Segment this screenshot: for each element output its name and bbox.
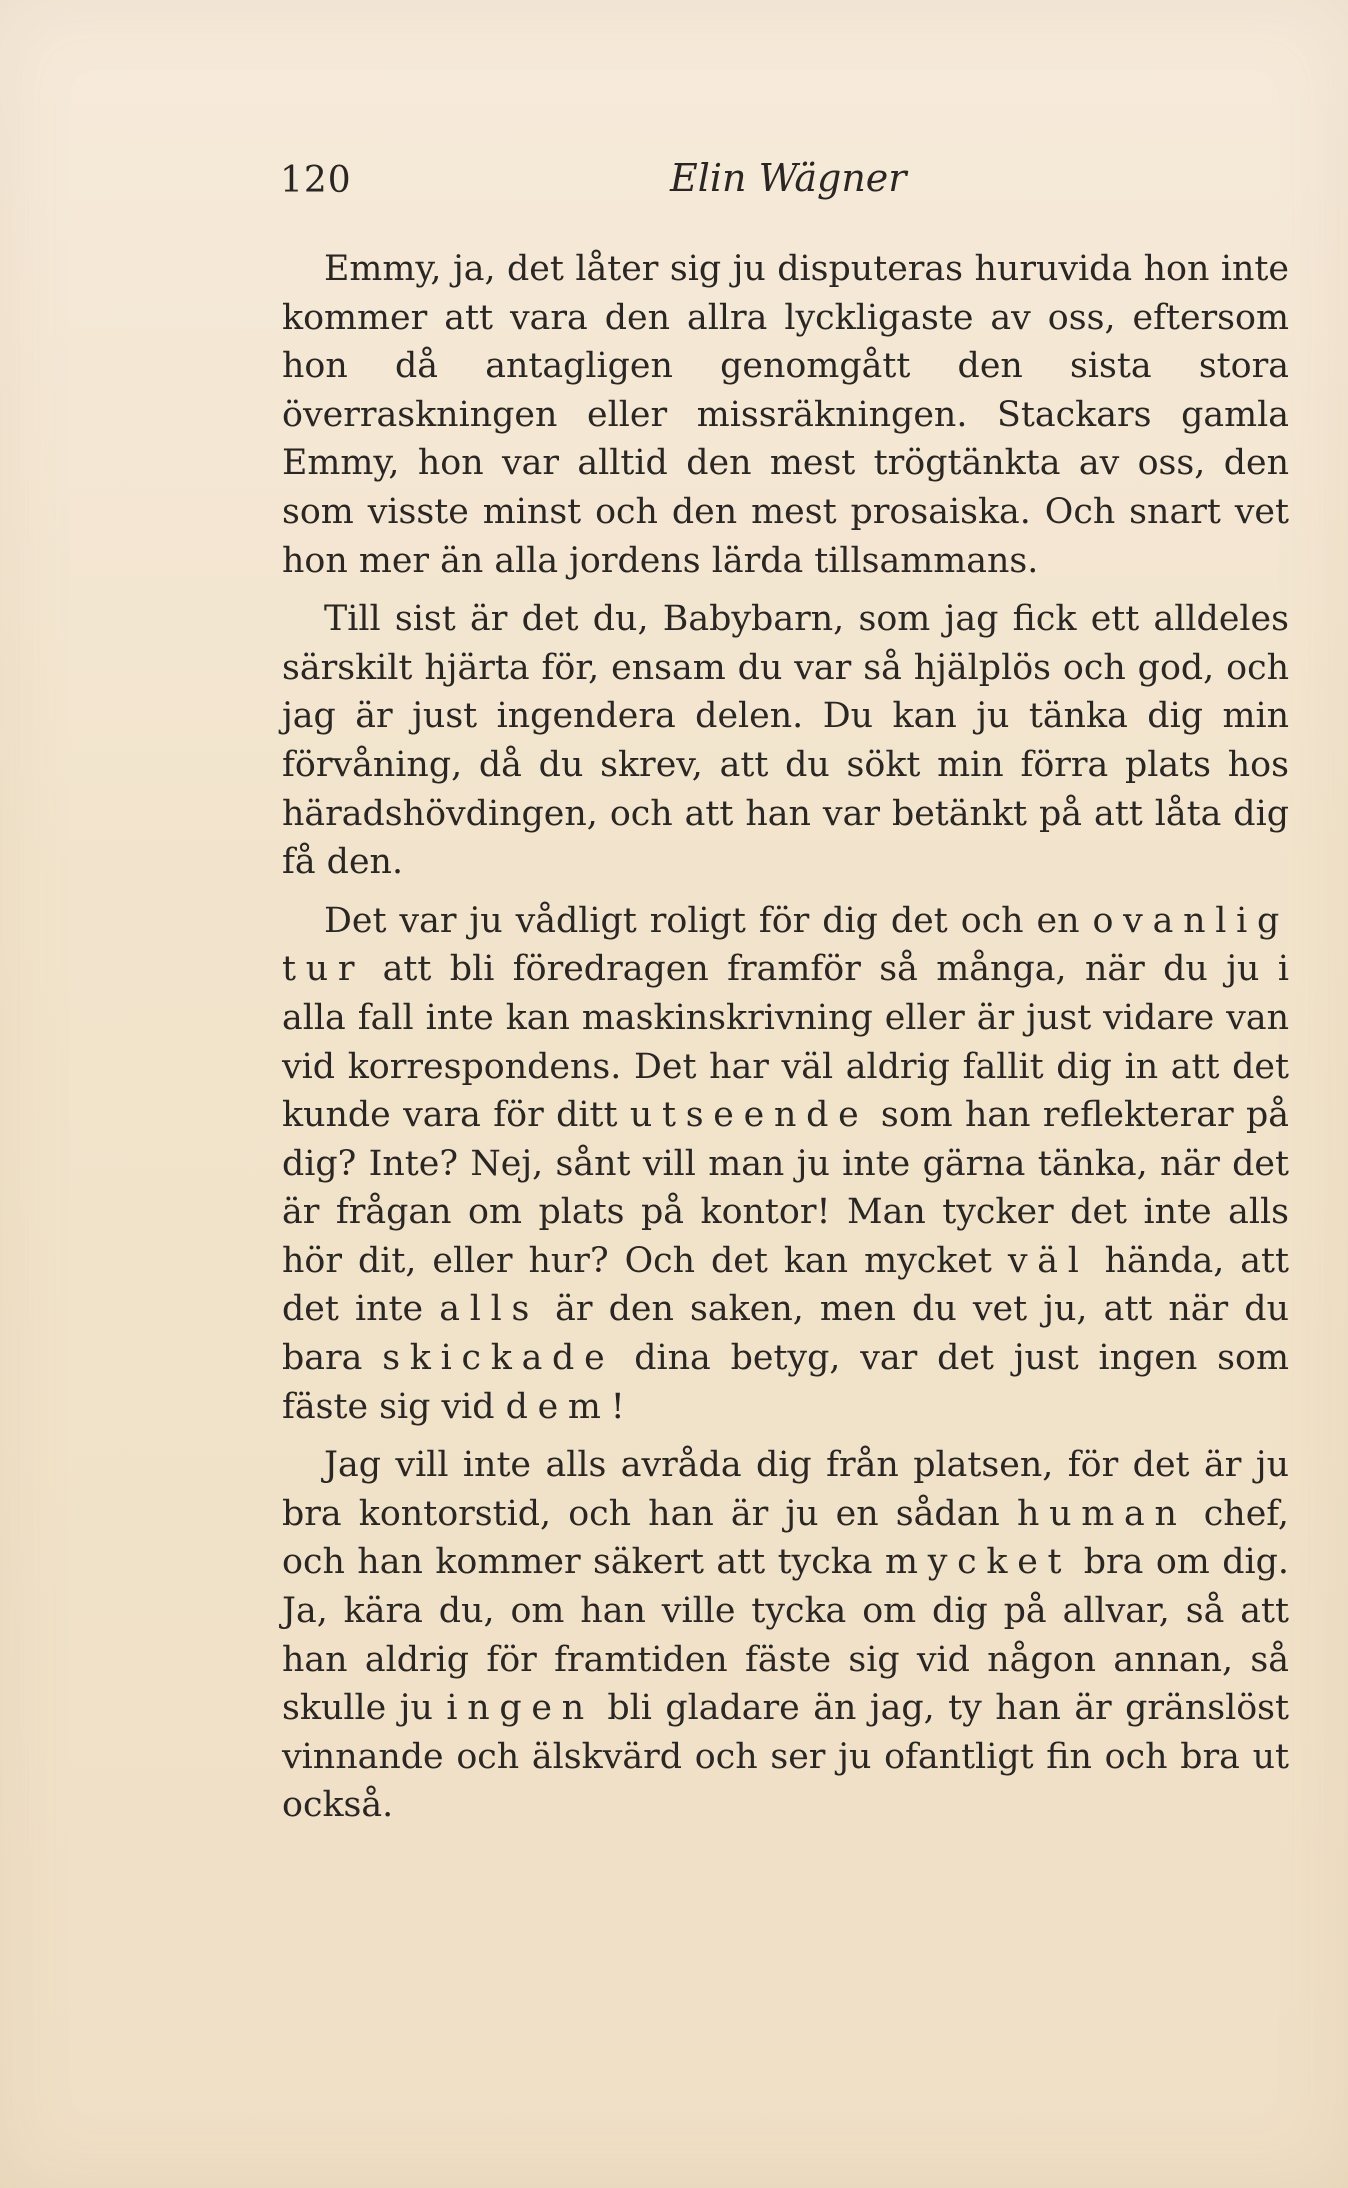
paragraph-4 <box>282 1441 1289 1830</box>
text-run: att bli föredragen framför så många, när du ju i alla fall inte kan maskinskrivning eller är just vidare van vid korrespondens. Det har väl aldrig fallit dig in att det kunde vara för ditt <box>282 949 1289 1136</box>
spaced-emphasis: ingen <box>446 1688 594 1729</box>
text-run: ! <box>610 1386 625 1427</box>
text-run: hända, att det inte <box>282 1240 1289 1330</box>
page-number: 120 <box>280 160 352 201</box>
paragraph-1: Emmy, ja, det låter sig ju disputeras huruvida hon inte kommer att vara den allra lyckligaste av oss, eftersom hon då antagligen genomgått den sista stora överraskningen eller missräkningen. Stackars gamla Emmy, hon var alltid den mest trögtänkta av oss, den som visste minst och den mest prosaiska. Och snart vet hon mer än alla jordens lärda tillsammans. <box>282 249 1289 581</box>
text-run: bra om dig. Ja, kära du, om han ville tycka om dig på allvar, så att han aldrig för framtiden fäste sig vid någon annan, så skulle ju <box>282 1542 1289 1729</box>
spaced-emphasis: ovanlig tur <box>282 900 1289 990</box>
text-run: som han reflekterar på dig? Inte? Nej, sånt vill man ju inte gärna tänka, när det är frågan om plats på kontor! Man tycker det inte alls hör dit, eller hur? Och det kan mycket <box>282 1095 1289 1281</box>
text-run: dina betyg, var det just ingen som fäste sig vid <box>282 1338 1289 1427</box>
text-run: Jag vill inte alls avråda dig från platsen, för det är ju bra kontorstid, och han är ju en sådan <box>282 1445 1289 1534</box>
spaced-emphasis: väl <box>1007 1240 1089 1281</box>
spaced-emphasis: mycket <box>885 1542 1072 1583</box>
spaced-emphasis: skickade <box>382 1338 615 1379</box>
spaced-emphasis: alls <box>439 1289 540 1330</box>
spaced-emphasis: human <box>1016 1493 1187 1534</box>
text-run: bli gladare än jag, ty han är gränslöst vinnande och älskvärd och ser ju ofantligt fin och bra ut också. <box>282 1688 1289 1826</box>
spaced-emphasis: utseende <box>629 1095 869 1136</box>
paragraph-2: Till sist är det du, Babybarn, som jag fick ett alldeles särskilt hjärta för, ensam du var så hjälplös och god, och jag är just ingendera delen. Du kan ju tänka dig min förvåning, då du skrev, att du sökt min förra plats hos häradshövdingen, och att han var betänkt på att låta dig få den. <box>282 599 1289 883</box>
text-run: är den saken, men du vet ju, att när du bara <box>282 1289 1289 1379</box>
running-head: Elin Wägner <box>670 156 907 200</box>
spaced-emphasis: dem <box>505 1386 611 1427</box>
page-header <box>280 156 1296 220</box>
paragraph-3 <box>282 897 1289 1432</box>
text-run: chef, och han kommer säkert att tycka <box>282 1493 1289 1583</box>
text-run: Det var ju vådligt roligt för dig det och en <box>324 900 1093 941</box>
body-text <box>282 245 1289 1840</box>
